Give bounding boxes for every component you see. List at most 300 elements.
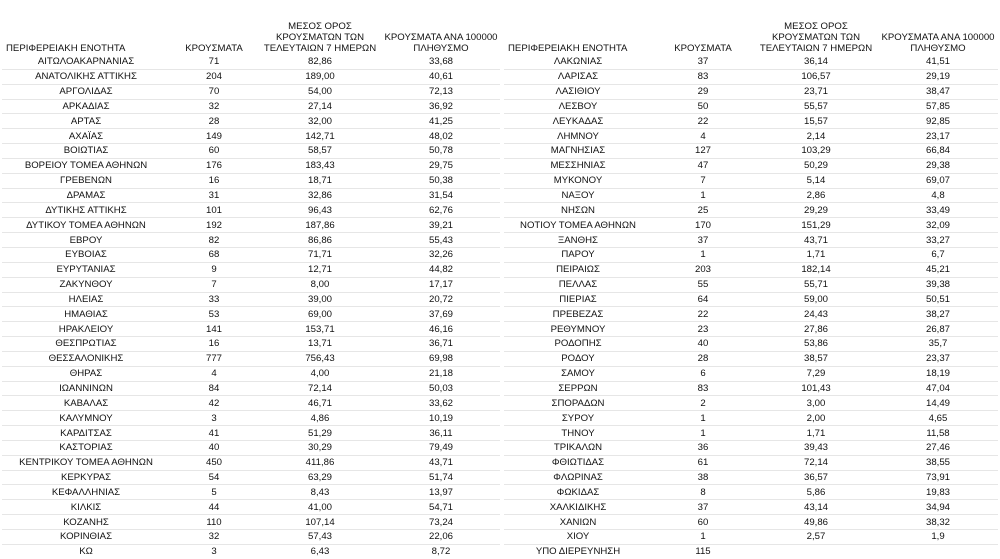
avg-7-days-cell: 2,86 [754,188,878,203]
avg-7-days-cell: 23,71 [754,84,878,99]
avg-7-days-cell: 4,86 [258,411,382,426]
per-100k-cell: 34,94 [878,500,998,515]
region-cell: ΚΕΦΑΛΛΗΝΙΑΣ [2,485,170,500]
cases-cell: 1 [652,247,754,262]
table-row [2,144,500,159]
per-100k-cell: 48,02 [382,129,500,144]
cases-cell: 127 [652,144,754,159]
per-100k-cell: 55,43 [382,233,500,248]
cases-cell: 33 [170,292,258,307]
cases-cell: 110 [170,515,258,530]
per-100k-cell: 45,21 [878,262,998,277]
avg-7-days-cell: 54,00 [258,84,382,99]
region-cell: ΡΟΔΟΠΗΣ [504,337,652,352]
table-row [504,277,998,292]
region-cell: ΛΑΚΩΝΙΑΣ [504,55,652,69]
table-row [2,381,500,396]
table-row [504,173,998,188]
table-row [504,440,998,455]
region-cell: ΔΥΤΙΚΗΣ ΑΤΤΙΚΗΣ [2,203,170,218]
cases-cell: 47 [652,158,754,173]
region-cell: ΠΙΕΡΙΑΣ [504,292,652,307]
cases-cell: 53 [170,307,258,322]
table-row [2,500,500,515]
region-cell: ΘΗΡΑΣ [2,366,170,381]
cases-cell: 1 [652,411,754,426]
per-100k-cell: 27,46 [878,440,998,455]
cases-cell: 23 [652,322,754,337]
table-row [504,144,998,159]
cases-cell: 29 [652,84,754,99]
table-row [504,307,998,322]
region-cell: ΗΜΑΘΙΑΣ [2,307,170,322]
per-100k-cell: 29,75 [382,158,500,173]
table-row [2,129,500,144]
region-cell: ΚΑΣΤΟΡΙΑΣ [2,440,170,455]
table-header-row [2,12,500,55]
region-cell: ΠΑΡΟΥ [504,247,652,262]
table-row [504,544,998,558]
per-100k-cell: 19,83 [878,485,998,500]
per-100k-cell: 47,04 [878,381,998,396]
region-cell: ΤΗΝΟΥ [504,426,652,441]
per-100k-cell: 32,09 [878,218,998,233]
cases-cell: 36 [652,440,754,455]
per-100k-cell: 38,32 [878,515,998,530]
per-100k-cell: 50,38 [382,173,500,188]
avg-7-days-cell: 1,71 [754,426,878,441]
avg-7-days-cell: 71,71 [258,247,382,262]
table-row [504,203,998,218]
table-row [2,262,500,277]
table-row [504,233,998,248]
region-cell: ΣΠΟΡΑΔΩΝ [504,396,652,411]
cases-cell: 176 [170,158,258,173]
table-row [2,307,500,322]
table-row [504,485,998,500]
cases-cell: 450 [170,455,258,470]
per-100k-cell: 44,82 [382,262,500,277]
cases-cell: 37 [652,233,754,248]
table-row [2,114,500,129]
cases-cell: 7 [652,173,754,188]
per-100k-cell: 1,9 [878,530,998,545]
header-region: ΠΕΡΙΦΕΡΕΙΑΚΗ ΕΝΟΤΗΤΑ [6,43,126,54]
per-100k-cell: 50,03 [382,381,500,396]
table-row [504,55,998,69]
table-row [504,396,998,411]
region-cell: ΑΡΓΟΛΙΔΑΣ [2,84,170,99]
cases-cell: 61 [652,455,754,470]
table-row [504,262,998,277]
per-100k-cell: 36,92 [382,99,500,114]
table-row [504,381,998,396]
region-cell: ΘΕΣΣΑΛΟΝΙΚΗΣ [2,351,170,366]
cases-cell: 4 [652,129,754,144]
region-cell: ΧΑΝΙΩΝ [504,515,652,530]
header-cases: ΚΡΟΥΣΜΑΤΑ [185,43,243,54]
table-row [504,114,998,129]
cases-cell: 149 [170,129,258,144]
table-body-right [504,55,998,559]
table-row [2,233,500,248]
region-cell: ΑΧΑΪΑΣ [2,129,170,144]
table-row [2,470,500,485]
per-100k-cell: 14,49 [878,396,998,411]
per-100k-cell: 6,7 [878,247,998,262]
cases-cell: 28 [170,114,258,129]
cases-cell: 82 [170,233,258,248]
avg-7-days-cell: 58,57 [258,144,382,159]
avg-7-days-cell: 43,71 [754,233,878,248]
header-cases: ΚΡΟΥΣΜΑΤΑ [674,43,732,54]
region-cell: ΧΑΛΚΙΔΙΚΗΣ [504,500,652,515]
region-cell: ΑΡΚΑΔΙΑΣ [2,99,170,114]
table-row [2,55,500,69]
region-cell: ΤΡΙΚΑΛΩΝ [504,440,652,455]
per-100k-cell: 4,65 [878,411,998,426]
cases-cell: 38 [652,470,754,485]
cases-cell: 22 [652,114,754,129]
per-100k-cell: 35,7 [878,337,998,352]
region-cell: ΕΒΡΟΥ [2,233,170,248]
avg-7-days-cell: 8,43 [258,485,382,500]
region-cell: ΚΕΝΤΡΙΚΟΥ ΤΟΜΕΑ ΑΘΗΝΩΝ [2,455,170,470]
region-cell: ΚΩ [79,546,93,558]
cases-cell: 101 [170,203,258,218]
per-100k-cell [878,544,998,558]
cases-cell: 71 [170,55,258,69]
table-row [504,322,998,337]
table-row [2,455,500,470]
cases-cell: 68 [170,247,258,262]
region-cell: ΓΡΕΒΕΝΩΝ [2,173,170,188]
cases-cell: 8 [652,485,754,500]
avg-7-days-cell: 2,57 [754,530,878,545]
table-row [2,173,500,188]
cases-cell: 16 [170,337,258,352]
avg-7-days-cell: 189,00 [258,69,382,84]
avg-7-days-cell: 72,14 [258,381,382,396]
cases-cell: 3 [170,411,258,426]
region-cell: ΣΥΡΟΥ [504,411,652,426]
per-100k-cell: 37,69 [382,307,500,322]
per-100k-cell: 73,24 [382,515,500,530]
avg-7-days-cell: 153,71 [258,322,382,337]
table-row [2,515,500,530]
cases-cell: 9 [170,262,258,277]
avg-7-days-cell: 39,00 [258,292,382,307]
header-avg-7-days: ΜΕΣΟΣ ΟΡΟΣ ΚΡΟΥΣΜΑΤΩΝ ΤΩΝ ΤΕΛΕΥΤΑΙΩΝ 7 ΗΜΕΡΩΝ [759,21,873,54]
table-row [504,218,998,233]
per-100k-cell: 69,98 [382,351,500,366]
avg-7-days-cell: 36,14 [754,55,878,69]
region-cell: ΥΠΟ ΔΙΕΡΕΥΝΗΣΗ [535,546,621,558]
avg-7-days-cell: 4,00 [258,366,382,381]
avg-7-days-cell: 7,29 [754,366,878,381]
avg-7-days-cell: 756,43 [258,351,382,366]
table-row [504,500,998,515]
table-row [504,247,998,262]
avg-7-days-cell: 69,00 [258,307,382,322]
per-100k-cell: 33,62 [382,396,500,411]
per-100k-cell: 36,71 [382,337,500,352]
region-cell: ΔΥΤΙΚΟΥ ΤΟΜΕΑ ΑΘΗΝΩΝ [2,218,170,233]
header-cases-per-100k: ΚΡΟΥΣΜΑΤΑ ΑΝΑ 100000 ΠΛΗΘΥΣΜΟ [384,32,498,54]
per-100k-cell: 62,76 [382,203,500,218]
avg-7-days-cell: 5,14 [754,173,878,188]
avg-7-days-cell: 6,43 [310,546,330,558]
table-row [504,470,998,485]
cases-cell: 60 [170,144,258,159]
avg-7-days-cell: 36,57 [754,470,878,485]
per-100k-cell: 22,06 [382,530,500,545]
cases-cell: 70 [170,84,258,99]
cases-cell: 40 [652,337,754,352]
table-row [2,188,500,203]
per-100k-cell: 92,85 [878,114,998,129]
region-cell: ΛΑΣΙΘΙΟΥ [504,84,652,99]
avg-7-days-cell: 41,00 [258,500,382,515]
avg-7-days-cell: 51,29 [258,426,382,441]
cases-cell: 16 [170,173,258,188]
avg-7-days-cell: 27,14 [258,99,382,114]
table-row [504,515,998,530]
region-cell: ΒΟΙΩΤΙΑΣ [2,144,170,159]
cases-cell: 55 [652,277,754,292]
table-row [2,411,500,426]
regional-cases-table-left [2,12,500,559]
table-row [504,292,998,307]
region-cell: ΦΛΩΡΙΝΑΣ [504,470,652,485]
cases-cell: 40 [170,440,258,455]
cases-cell: 37 [652,55,754,69]
table-body-left [2,55,500,559]
avg-7-days-cell: 107,14 [258,515,382,530]
region-cell: ΦΩΚΙΔΑΣ [504,485,652,500]
header-avg-7-days: ΜΕΣΟΣ ΟΡΟΣ ΚΡΟΥΣΜΑΤΩΝ ΤΩΝ ΤΕΛΕΥΤΑΙΩΝ 7 ΗΜΕΡΩΝ [263,21,377,54]
region-cell: ΣΕΡΡΩΝ [504,381,652,396]
per-100k-cell: 20,72 [382,292,500,307]
per-100k-cell: 50,78 [382,144,500,159]
cases-cell: 1 [652,188,754,203]
cases-cell: 60 [652,515,754,530]
avg-7-days-cell: 106,57 [754,69,878,84]
avg-7-days-cell: 30,29 [258,440,382,455]
region-cell: ΔΡΑΜΑΣ [2,188,170,203]
region-cell: ΛΑΡΙΣΑΣ [504,69,652,84]
cases-cell: 1 [652,426,754,441]
avg-7-days-cell: 39,43 [754,440,878,455]
region-cell: ΖΑΚΥΝΘΟΥ [2,277,170,292]
avg-7-days-cell: 5,86 [754,485,878,500]
region-cell: ΗΡΑΚΛΕΙΟΥ [2,322,170,337]
per-100k-cell: 17,17 [382,277,500,292]
cases-cell: 7 [170,277,258,292]
region-cell: ΝΑΞΟΥ [504,188,652,203]
region-cell: ΡΟΔΟΥ [504,351,652,366]
table-row [2,426,500,441]
table-row [504,351,998,366]
region-cell: ΜΥΚΟΝΟΥ [504,173,652,188]
region-cell: ΛΕΥΚΑΔΑΣ [504,114,652,129]
cases-cell: 84 [170,381,258,396]
avg-7-days-cell: 59,00 [754,292,878,307]
region-cell: ΑΙΤΩΛΟΑΚΑΡΝΑΝΙΑΣ [2,55,170,69]
avg-7-days-cell: 12,71 [258,262,382,277]
avg-7-days-cell: 53,86 [754,337,878,352]
per-100k-cell: 66,84 [878,144,998,159]
avg-7-days-cell: 187,86 [258,218,382,233]
region-cell: ΣΑΜΟΥ [504,366,652,381]
cases-cell: 170 [652,218,754,233]
table-row [2,277,500,292]
avg-7-days-cell: 103,29 [754,144,878,159]
table-row [504,426,998,441]
per-100k-cell: 39,38 [878,277,998,292]
region-cell: ΧΙΟΥ [504,530,652,545]
per-100k-cell: 18,19 [878,366,998,381]
per-100k-cell: 10,19 [382,411,500,426]
per-100k-cell: 21,18 [382,366,500,381]
cases-cell: 83 [652,69,754,84]
cases-cell: 5 [170,485,258,500]
avg-7-days-cell: 49,86 [754,515,878,530]
region-cell: ΞΑΝΘΗΣ [504,233,652,248]
per-100k-cell: 8,72 [431,546,451,558]
per-100k-cell: 31,54 [382,188,500,203]
region-cell: ΛΗΜΝΟΥ [504,129,652,144]
table-row [2,99,500,114]
per-100k-cell: 41,51 [878,55,998,69]
avg-7-days-cell: 24,43 [754,307,878,322]
per-100k-cell: 38,55 [878,455,998,470]
table-row [2,440,500,455]
region-cell: ΕΥΒΟΙΑΣ [2,247,170,262]
cases-cell: 115 [695,546,711,558]
cases-cell: 1 [652,530,754,545]
avg-7-days-cell: 3,00 [754,396,878,411]
table-row [2,247,500,262]
cases-cell: 2 [652,396,754,411]
regional-cases-table-right [504,12,998,559]
region-cell: ΜΑΓΝΗΣΙΑΣ [504,144,652,159]
table-row [2,351,500,366]
per-100k-cell: 38,47 [878,84,998,99]
cases-cell: 32 [170,99,258,114]
per-100k-cell: 4,8 [878,188,998,203]
avg-7-days-cell: 15,57 [754,114,878,129]
cases-cell: 3 [211,546,217,558]
avg-7-days-cell: 43,14 [754,500,878,515]
region-cell: ΦΘΙΩΤΙΔΑΣ [504,455,652,470]
table-header-row [504,12,998,55]
avg-7-days-cell: 101,43 [754,381,878,396]
avg-7-days-cell: 32,00 [258,114,382,129]
region-cell: ΚΑΒΑΛΑΣ [2,396,170,411]
per-100k-cell: 39,21 [382,218,500,233]
table-row [2,485,500,500]
per-100k-cell: 57,85 [878,99,998,114]
per-100k-cell: 32,26 [382,247,500,262]
cases-cell: 28 [652,351,754,366]
cases-cell: 54 [170,470,258,485]
table-row [504,411,998,426]
avg-7-days-cell: 57,43 [258,530,382,545]
table-row [2,544,500,558]
table-row [504,99,998,114]
avg-7-days-cell: 142,71 [258,129,382,144]
per-100k-cell: 33,49 [878,203,998,218]
table-row [2,292,500,307]
per-100k-cell: 33,68 [382,55,500,69]
avg-7-days-cell: 72,14 [754,455,878,470]
avg-7-days-cell [754,544,878,558]
cases-cell: 50 [652,99,754,114]
per-100k-cell: 23,17 [878,129,998,144]
avg-7-days-cell: 8,00 [258,277,382,292]
table-row [2,218,500,233]
table-row [504,337,998,352]
avg-7-days-cell: 13,71 [258,337,382,352]
avg-7-days-cell: 96,43 [258,203,382,218]
table-row [2,69,500,84]
cases-cell: 32 [170,530,258,545]
table-row [504,188,998,203]
per-100k-cell: 26,87 [878,322,998,337]
avg-7-days-cell: 2,14 [754,129,878,144]
table-row [2,396,500,411]
region-cell: ΝΟΤΙΟΥ ΤΟΜΕΑ ΑΘΗΝΩΝ [504,218,652,233]
table-row [2,84,500,99]
region-cell: ΘΕΣΠΡΩΤΙΑΣ [2,337,170,352]
per-100k-cell: 13,97 [382,485,500,500]
table-row [504,69,998,84]
region-cell: ΕΥΡΥΤΑΝΙΑΣ [2,262,170,277]
table-row [504,366,998,381]
region-cell: ΠΕΛΛΑΣ [504,277,652,292]
cases-cell: 31 [170,188,258,203]
table-row [2,203,500,218]
cases-cell: 204 [170,69,258,84]
per-100k-cell: 72,13 [382,84,500,99]
avg-7-days-cell: 411,86 [258,455,382,470]
avg-7-days-cell: 55,71 [754,277,878,292]
region-cell: ΠΕΙΡΑΙΩΣ [504,262,652,277]
region-cell: ΛΕΣΒΟΥ [504,99,652,114]
region-cell: ΚΟΡΙΝΘΙΑΣ [2,530,170,545]
cases-cell: 37 [652,500,754,515]
region-cell: ΒΟΡΕΙΟΥ ΤΟΜΕΑ ΑΘΗΝΩΝ [2,158,170,173]
region-cell: ΝΗΣΩΝ [504,203,652,218]
per-100k-cell: 36,11 [382,426,500,441]
per-100k-cell: 33,27 [878,233,998,248]
table-row [2,322,500,337]
per-100k-cell: 69,07 [878,173,998,188]
region-cell: ΑΡΤΑΣ [2,114,170,129]
per-100k-cell: 41,25 [382,114,500,129]
avg-7-days-cell: 63,29 [258,470,382,485]
cases-cell: 42 [170,396,258,411]
cases-cell: 64 [652,292,754,307]
per-100k-cell: 29,38 [878,158,998,173]
avg-7-days-cell: 46,71 [258,396,382,411]
per-100k-cell: 29,19 [878,69,998,84]
avg-7-days-cell: 82,86 [258,55,382,69]
avg-7-days-cell: 55,57 [754,99,878,114]
avg-7-days-cell: 32,86 [258,188,382,203]
per-100k-cell: 50,51 [878,292,998,307]
